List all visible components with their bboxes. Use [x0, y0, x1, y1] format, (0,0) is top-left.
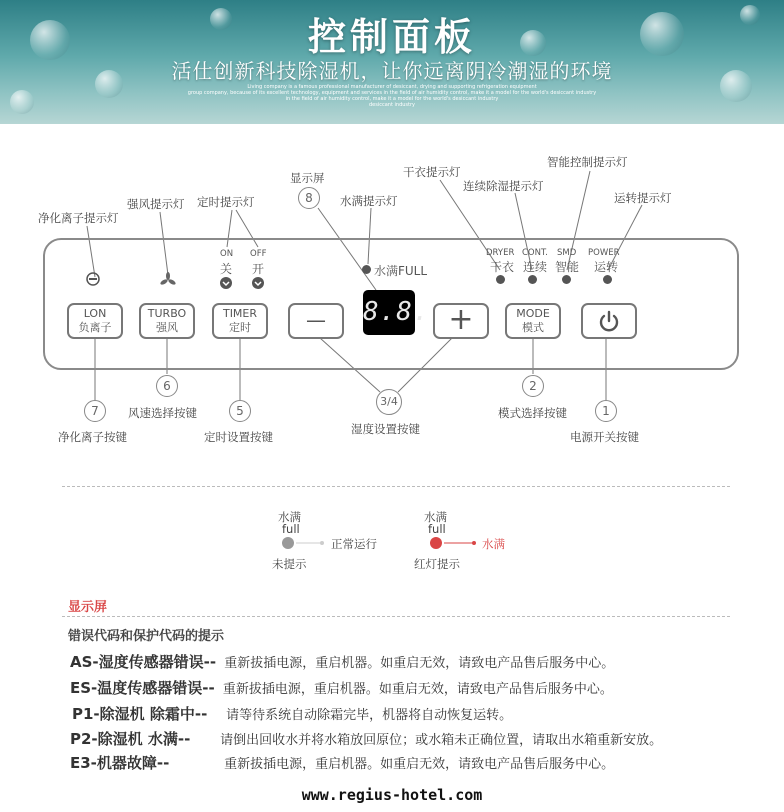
smd-en-label: SMD — [557, 248, 577, 258]
power-button[interactable] — [581, 303, 637, 339]
label-timer-key: 定时设置按键 — [204, 430, 273, 444]
turbo-button[interactable] — [139, 303, 195, 339]
legend-full-text: 水满 — [482, 537, 505, 551]
callout-6: 6 — [156, 375, 178, 397]
error-row — [70, 651, 614, 672]
dryer-en-label: DRYER — [486, 248, 515, 258]
legend-red-light — [430, 537, 442, 549]
label-turbo-light: 强风提示灯 — [127, 197, 185, 211]
error-row — [70, 728, 662, 749]
legend-full-full: full — [428, 522, 446, 536]
dryer-indicator-light — [496, 275, 505, 284]
timer-off-label: OFF — [250, 249, 267, 259]
label-ion-key: 净化离子按键 — [58, 430, 127, 444]
mode-button-cn: 模式 — [522, 321, 544, 334]
lon-button-cn: 负离子 — [78, 321, 112, 334]
error-row — [70, 752, 614, 773]
legend-normal-top: 水满 — [278, 510, 301, 524]
smd-cn-label: 智能 — [555, 260, 580, 274]
english-line: desiccant industry — [368, 102, 415, 108]
legend-grey-light — [282, 537, 294, 549]
timer-button-en: TIMER — [222, 307, 258, 320]
timer-button-cn: 定时 — [229, 321, 251, 334]
timer-on-indicator-icon — [219, 276, 233, 290]
divider — [62, 486, 730, 487]
smd-indicator-light — [562, 275, 571, 284]
legend-full-caption: 红灯提示 — [414, 557, 460, 571]
timer-on-label: ON — [220, 249, 234, 259]
label-wind-key: 风速选择按键 — [128, 406, 197, 420]
timer-guan-label: 关 — [220, 262, 233, 276]
error-desc: 请倒出回收水并将水箱放回原位；或水箱未正确位置，请取出水箱重新安放。 — [220, 733, 663, 748]
mode-button-en: MODE — [516, 307, 550, 320]
power-en-label: POWER — [588, 248, 620, 258]
error-desc: 重新拔插电源，重启机器。如重启无效，请致电产品售后服务中心。 — [222, 682, 613, 697]
timer-off-indicator-icon — [251, 276, 265, 290]
cont-en-label: CONT. — [522, 248, 548, 258]
english-line: in the field of air humidity control, make it a model for the world's desiccant industry — [285, 96, 499, 102]
error-row — [70, 677, 613, 698]
label-power-key: 电源开关按键 — [570, 430, 639, 444]
label-dryer-light: 干衣提示灯 — [403, 165, 461, 179]
full-indicator-label: 水满FULL — [374, 264, 428, 278]
fan-icon — [160, 272, 176, 288]
cont-cn-label: 连续 — [523, 260, 548, 274]
legend-normal-full: full — [282, 522, 300, 536]
page-title: 控制面板 — [307, 15, 476, 59]
minus-button[interactable]: — — [288, 303, 344, 339]
callout-8: 8 — [298, 187, 320, 209]
power-cn-label: 运转 — [594, 260, 619, 274]
label-timer-light: 定时提示灯 — [197, 195, 255, 209]
error-desc: 重新拔插电源，重启机器。如重启无效，请致电产品售后服务中心。 — [224, 656, 615, 671]
power-indicator-light — [603, 275, 612, 284]
divider — [62, 616, 730, 617]
error-code: P2-除湿机 水满-- — [70, 730, 191, 748]
error-code: AS-湿度传感器错误-- — [70, 653, 217, 671]
english-line: Living company is a famous professional manufacturer of desiccant, drying and supporting refrigeration equipment — [247, 84, 537, 90]
power-icon — [596, 309, 622, 335]
callout-3-4: 3/4 — [376, 389, 402, 415]
error-desc: 请等待系统自动除霜完毕，机器将自动恢复运转。 — [226, 708, 513, 723]
dryer-cn-label: 干衣 — [490, 260, 515, 274]
callout-7: 7 — [84, 400, 106, 422]
callout-2: 2 — [522, 375, 544, 397]
legend-normal-text: 正常运行 — [331, 537, 377, 551]
cont-indicator-light — [528, 275, 537, 284]
lon-button[interactable] — [67, 303, 123, 339]
label-run-light: 运转提示灯 — [614, 191, 672, 205]
error-code: ES-温度传感器错误-- — [70, 679, 215, 697]
error-code: P1-除湿机 除霜中-- — [72, 705, 208, 723]
ion-icon — [86, 272, 102, 286]
full-indicator-light — [362, 265, 371, 274]
label-cont-light: 连续除湿提示灯 — [463, 179, 544, 193]
timer-button[interactable] — [212, 303, 268, 339]
error-desc: 重新拔插电源，重启机器。如重启无效，请致电产品售后服务中心。 — [224, 757, 615, 772]
section-title: 显示屏 — [68, 600, 108, 615]
turbo-button-en: TURBO — [147, 307, 187, 320]
timer-kai-label: 开 — [252, 262, 265, 276]
callout-1: 1 — [595, 400, 617, 422]
lon-button-en: LON — [83, 307, 107, 320]
display-value: 8.8. — [363, 297, 430, 327]
label-smart-light: 智能控制提示灯 — [547, 155, 628, 169]
label-full-light: 水满提示灯 — [340, 194, 398, 208]
legend-normal-caption: 未提示 — [272, 557, 307, 571]
label-mode-key: 模式选择按键 — [498, 406, 567, 420]
led-display — [363, 290, 430, 335]
plus-button[interactable]: + — [433, 303, 489, 339]
codes-subtitle: 错误代码和保护代码的提示 — [68, 629, 225, 644]
label-ion-light: 净化离子提示灯 — [38, 211, 119, 225]
error-row — [70, 703, 512, 724]
page-subtitle: 活仕创新科技除湿机，让你远离阴冷潮湿的环境 — [171, 59, 613, 83]
callout-5: 5 — [229, 400, 251, 422]
turbo-button-cn: 强风 — [156, 321, 178, 334]
label-humidity-key: 湿度设置按键 — [351, 422, 420, 436]
legend-full-top: 水满 — [424, 510, 447, 524]
english-line: group company, because of its excellent technology, equipment and services in the field of air humidity control, make it a model for the world's desiccant industry — [187, 90, 597, 96]
mode-button[interactable] — [505, 303, 561, 339]
error-code: E3-机器故障-- — [70, 754, 170, 772]
footer-url: www.regius-hotel.com — [301, 786, 483, 804]
label-display: 显示屏 — [290, 171, 325, 185]
